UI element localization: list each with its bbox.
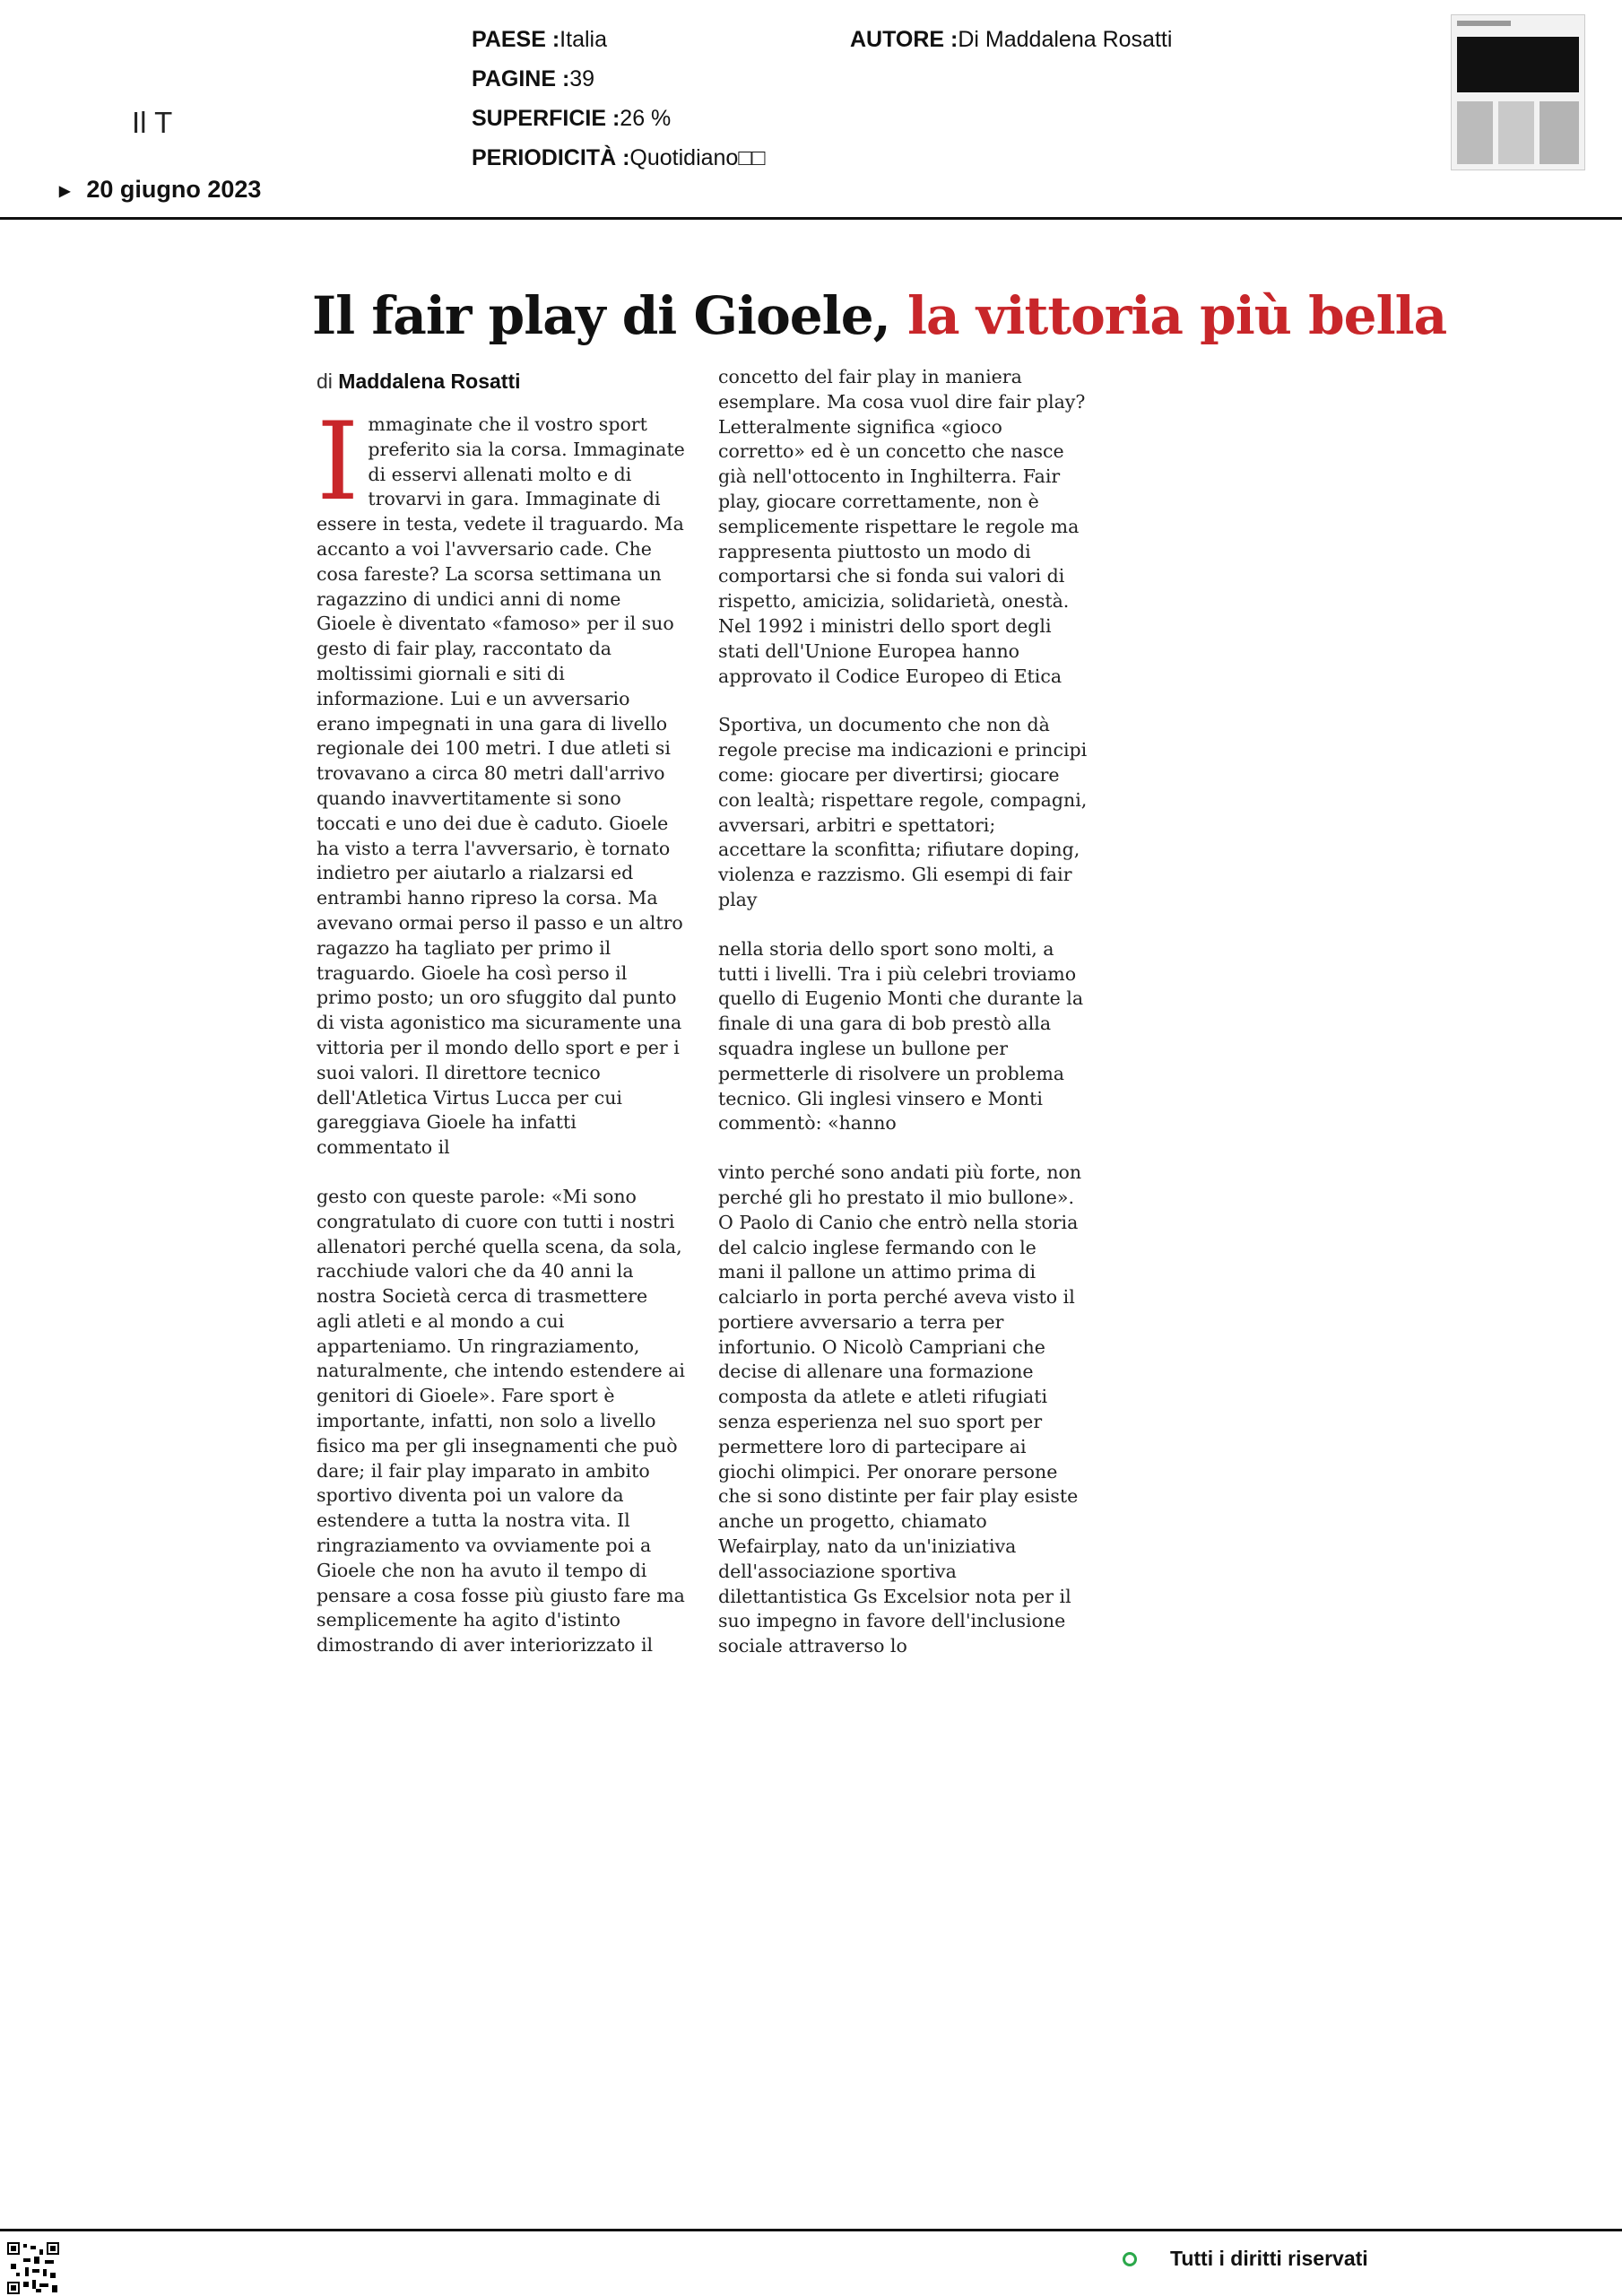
meta-author: AUTORE :Di Maddalena Rosatti xyxy=(850,27,1173,52)
paragraph: gesto con queste parole: «Mi sono congratulato di cuore con tutti i nostri allenatori perché quella scena, da sola, racchiude valori che da 40 anni la nostra Società cerca di trasmettere agli atleti e al mondo a cui apparteniamo. Un ringraziamento, naturalmente, che intendo estendere ai genitori di Gioele». Fare sport è importante, infatti, non solo a livello fisico ma per gli insegnamenti che può dare; il fair play imparato in ambito sportivo diventa poi un valore da estendere a tutta la nostra vita. Il ringraziamento va ovviamente poi a Gioele che non ha avuto il tempo di pensare a cosa fosse più giusto fare ma semplicemente ha agito d'istinto dimostrando di aver interiorizzato il xyxy=(317,1185,685,1657)
meta-info xyxy=(472,20,766,178)
paragraph: nella storia dello sport sono molti, a tutti i livelli. Tra i più celebri troviamo quello di Eugenio Monti che durante la finale di una gara di bob prestò alla squadra inglese un bullone per permetterle di risolvere un problema tecnico. Gli inglesi vinsero e Monti commentò: «hanno xyxy=(718,937,1084,1135)
meta-row-pages: PAGINE :39 xyxy=(472,66,595,91)
header-divider xyxy=(0,217,1622,220)
meta-row-periodicity: PERIODICITÀ :Quotidiano□□ xyxy=(472,145,766,170)
qr-code-icon xyxy=(7,2242,59,2294)
article-headline xyxy=(312,285,1447,346)
paragraph: concetto del fair play in maniera esemplare. Ma cosa vuol dire fair play? Letteralmente significa «gioco corretto» ed è un concetto che nasce già nell'ottocento in Inghilterra. Fair play, giocare correttamente, non è semplicemente rispettare le regole ma rappresenta piuttosto un modo di comportarsi che si fonda sui valori di rispetto, amicizia, solidarietà, onestà. Nel 1992 i ministri dello sport degli stati dell'Unione Europea hanno approvato il Codice Europeo di Etica xyxy=(718,366,1086,687)
page-thumbnail[interactable] xyxy=(1451,14,1585,170)
paragraph: Immaginate che il vostro sport preferito sia la corsa. Immaginate di esservi allenati molto e di trovarvi in gara. Immaginate di essere in testa, vedete il traguardo. Ma accanto a voi l'avversario cade. Che cosa fareste? La scorsa settimana un ragazzino di undici anni di nome Gioele è diventato «famoso» per il suo gesto di fair play, raccontato da moltissimi giornali e siti di informazione. Lui e un avversario erano impegnati in una gara di livello regionale dei 100 metri. I due atleti si trovavano a circa 80 metri dall'arrivo quando inavvertitamente si sono toccati e uno dei due è caduto. Gioele ha visto a terra l'avversario, è tornato indietro per aiutarlo a rialzarsi ed entrambi hanno ripreso la corsa. Ma avevano ormai perso il passo e un altro ragazzo ha tagliato per primo il traguardo. Gioele ha così perso il primo posto; un oro sfuggito dal punto di vista agonistico ma sicuramente una vittoria per il mondo dello sport e per i suoi valori. Il direttore tecnico dell'Atletica Virtus Lucca per cui gareggiava Gioele ha infatti commentato il xyxy=(317,400,685,1159)
meta-row-surface: SUPERFICIE :26 % xyxy=(472,106,672,131)
source-name: Il T xyxy=(132,106,173,139)
circle-icon xyxy=(1123,2252,1137,2266)
publication-date xyxy=(59,176,261,204)
headline-black: Il fair play di Gioele, xyxy=(312,285,890,346)
article-column-1 xyxy=(317,400,686,1683)
paragraph: Sportiva, un documento che non dà regole precise ma indicazioni e principi come: giocare per divertirsi; giocare con lealtà; rispettare regole, compagni, avversari, arbitri e spettatori; accettare la sconfitta; rifiutare doping, violenza e razzismo. Gli esempi di fair play xyxy=(718,714,1088,910)
byline: di Maddalena Rosatti xyxy=(317,370,521,393)
headline-red: la vittoria più bella xyxy=(907,285,1447,346)
byline-author: Maddalena Rosatti xyxy=(338,370,521,393)
copyright-notice: Tutti i diritti riservati xyxy=(1170,2247,1368,2270)
date-text: 20 giugno 2023 xyxy=(86,176,262,203)
article-column-2 xyxy=(718,365,1088,1683)
meta-row-country: PAESE :Italia xyxy=(472,27,607,52)
triangle-arrow-icon: ▶ xyxy=(59,183,71,199)
footer-divider xyxy=(0,2229,1622,2231)
drop-cap: I xyxy=(317,400,360,525)
paragraph: vinto perché sono andati più forte, non perché gli ho prestato il mio bullone». O Paolo di Canio che entrò nella storia del calcio inglese fermando con le mani il pallone un attimo prima di calciarlo in porta perché aveva visto il portiere avversario a terra per infortunio. O Nicolò Campriani che decise di allenare una formazione composta da atlete e atleti rifugiati senza esperienza nel suo sport per permettere loro di partecipare ai giochi olimpici. Per onorare persone che si sono distinte per fair play esiste anche un progetto, chiamato Wefairplay, nato da un'iniziativa dell'associazione sportiva dilettantistica Gs Excelsior nota per il suo impegno in favore dell'inclusione sociale attraverso lo xyxy=(718,1161,1082,1657)
